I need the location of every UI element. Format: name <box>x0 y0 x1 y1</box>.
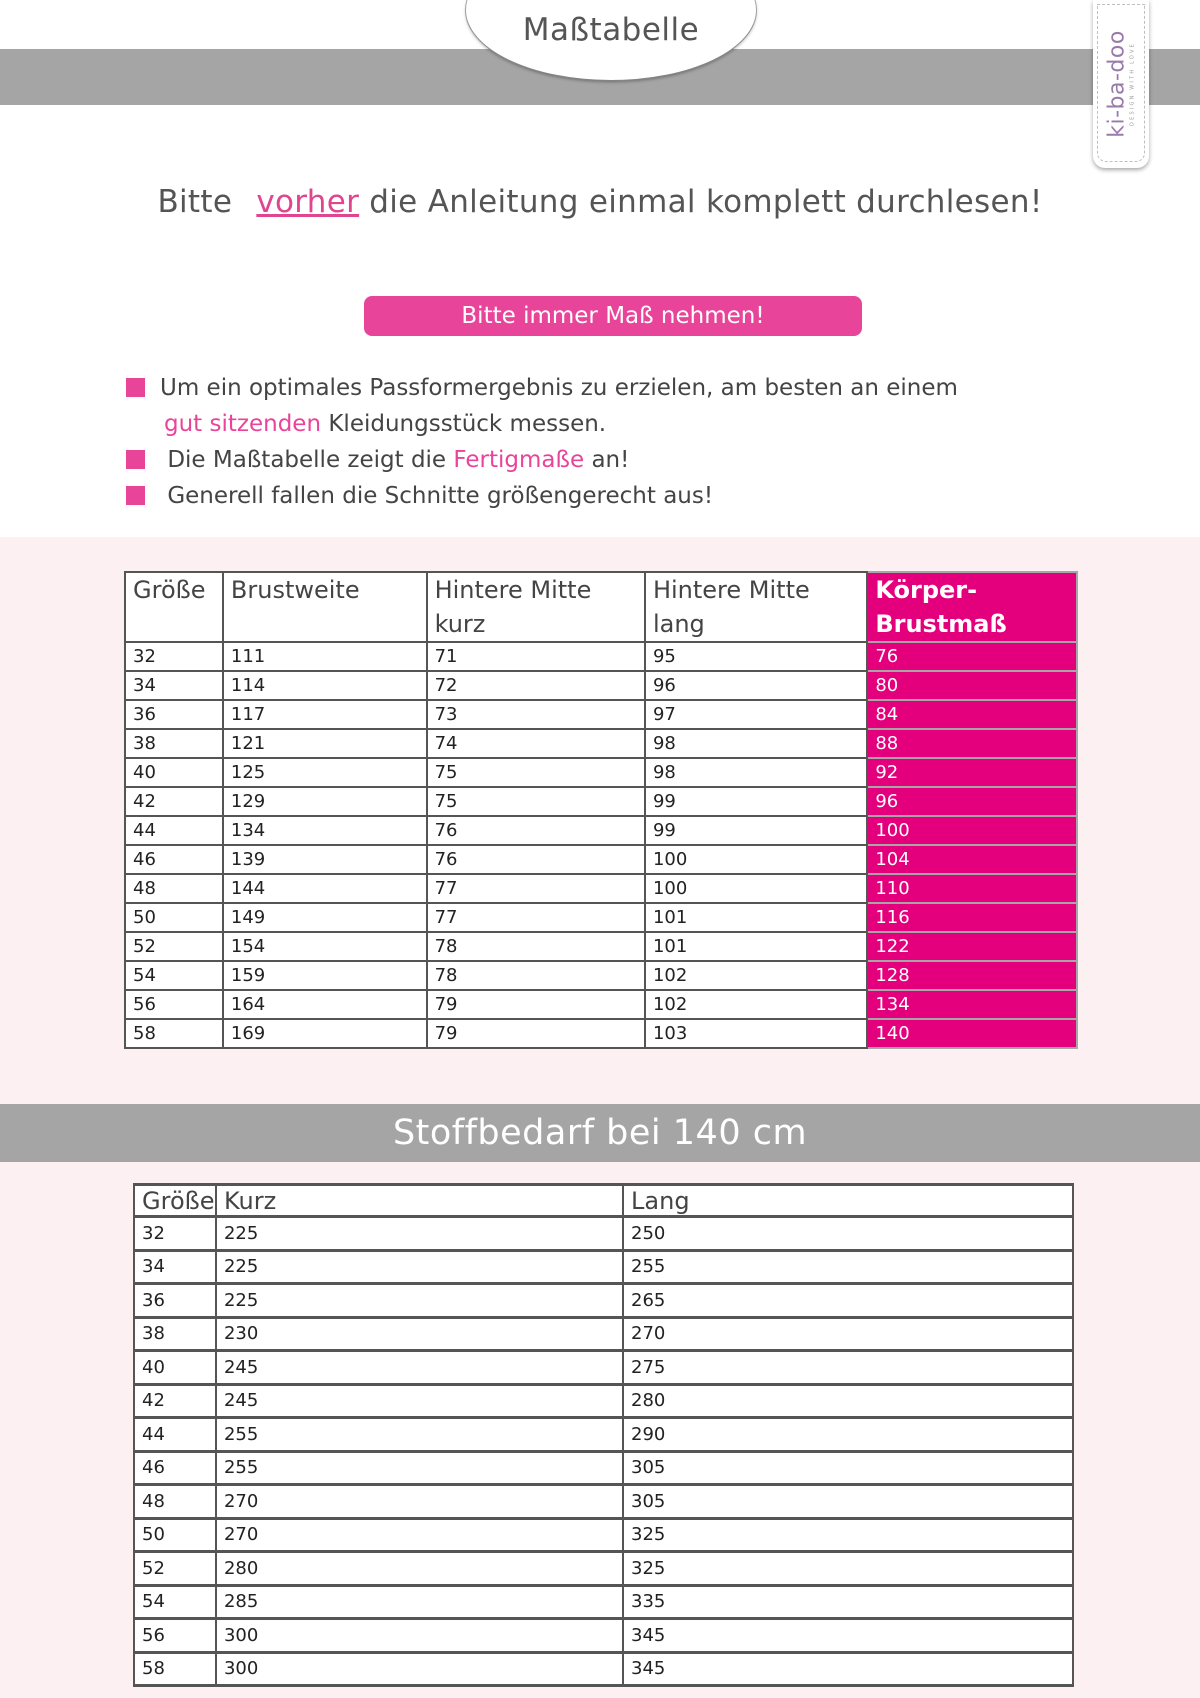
cell-body-chest: 88 <box>867 729 1077 758</box>
notice-banner: Bitte immer Maß nehmen! <box>364 296 862 336</box>
table-row <box>125 787 1077 816</box>
brand-logo-tag <box>1093 0 1149 168</box>
cell-short: 285 <box>216 1585 623 1619</box>
cell-back-short: 76 <box>427 816 645 845</box>
cell-back-long: 102 <box>645 990 867 1019</box>
bullet-list <box>124 370 1024 514</box>
bullet-highlight: Fertigmaße <box>453 447 585 473</box>
cell-chest-width: 149 <box>223 903 427 932</box>
cell-chest-width: 117 <box>223 700 427 729</box>
cell-size: 50 <box>125 903 223 932</box>
cell-chest-width: 154 <box>223 932 427 961</box>
bullet-highlight: gut sitzenden <box>164 411 322 437</box>
table-row <box>134 1619 1073 1653</box>
cell-size: 34 <box>134 1250 216 1284</box>
cell-short: 225 <box>216 1284 623 1318</box>
bullet-text: Generell fallen die Schnitte größengerecht aus! <box>167 483 714 509</box>
brand-logo <box>1104 30 1136 138</box>
cell-chest-width: 159 <box>223 961 427 990</box>
cell-short: 270 <box>216 1518 623 1552</box>
bullet-rest: an! <box>591 447 630 473</box>
cell-size: 46 <box>134 1451 216 1485</box>
cell-chest-width: 121 <box>223 729 427 758</box>
cell-back-short: 78 <box>427 932 645 961</box>
cell-short: 245 <box>216 1351 623 1385</box>
cell-back-long: 95 <box>645 642 867 671</box>
cell-size: 36 <box>125 700 223 729</box>
cell-size: 38 <box>125 729 223 758</box>
table-row <box>125 1019 1077 1048</box>
cell-body-chest: 116 <box>867 903 1077 932</box>
cell-chest-width: 169 <box>223 1019 427 1048</box>
cell-body-chest: 140 <box>867 1019 1077 1048</box>
cell-back-long: 98 <box>645 758 867 787</box>
cell-size: 54 <box>134 1585 216 1619</box>
cell-size: 36 <box>134 1284 216 1318</box>
cell-size: 56 <box>134 1619 216 1653</box>
table-row <box>134 1384 1073 1418</box>
cell-size: 52 <box>134 1552 216 1586</box>
cell-back-short: 75 <box>427 758 645 787</box>
cell-back-short: 77 <box>427 874 645 903</box>
cell-back-short: 76 <box>427 845 645 874</box>
bullet-text: Die Maßtabelle zeigt die <box>167 447 447 473</box>
fabric-title: Stoffbedarf bei 140 cm <box>0 1104 1200 1162</box>
cell-size: 56 <box>125 990 223 1019</box>
cell-chest-width: 125 <box>223 758 427 787</box>
col-header-chest-width: Brustweite <box>223 572 427 642</box>
bullet-item <box>124 370 1024 442</box>
cell-back-long: 97 <box>645 700 867 729</box>
cell-back-long: 101 <box>645 903 867 932</box>
logo-brand: ki-ba-doo <box>1104 30 1130 138</box>
col-header-back-short: Hintere Mitte kurz <box>427 572 645 642</box>
table-row <box>134 1284 1073 1318</box>
cell-size: 44 <box>125 816 223 845</box>
table-row <box>125 671 1077 700</box>
cell-back-short: 72 <box>427 671 645 700</box>
cell-back-short: 77 <box>427 903 645 932</box>
cell-long: 345 <box>623 1619 1073 1653</box>
table-row <box>125 990 1077 1019</box>
cell-long: 325 <box>623 1552 1073 1586</box>
cell-chest-width: 114 <box>223 671 427 700</box>
table-row <box>125 700 1077 729</box>
table-row <box>125 961 1077 990</box>
cell-size: 58 <box>125 1019 223 1048</box>
table-row <box>125 642 1077 671</box>
bullet-item <box>124 442 1024 478</box>
cell-short: 245 <box>216 1384 623 1418</box>
bullet-continuation <box>160 406 1024 442</box>
cell-long: 280 <box>623 1384 1073 1418</box>
cell-size: 40 <box>125 758 223 787</box>
cell-short: 225 <box>216 1250 623 1284</box>
cell-size: 42 <box>134 1384 216 1418</box>
cell-long: 290 <box>623 1418 1073 1452</box>
cell-size: 38 <box>134 1317 216 1351</box>
logo-tagline: DESIGN WITH LOVE <box>1129 42 1136 126</box>
cell-size: 42 <box>125 787 223 816</box>
cell-back-long: 101 <box>645 932 867 961</box>
intro-after: die Anleitung einmal komplett durchlesen! <box>369 184 1043 220</box>
cell-body-chest: 76 <box>867 642 1077 671</box>
cell-size: 32 <box>134 1217 216 1251</box>
square-bullet-icon <box>126 486 145 505</box>
cell-body-chest: 122 <box>867 932 1077 961</box>
cell-back-long: 100 <box>645 874 867 903</box>
table-row <box>125 932 1077 961</box>
cell-back-long: 98 <box>645 729 867 758</box>
page-title: Maßtabelle <box>522 12 700 48</box>
col-header-size: Größe <box>134 1185 216 1217</box>
table-row <box>134 1518 1073 1552</box>
cell-size: 48 <box>134 1485 216 1519</box>
cell-long: 265 <box>623 1284 1073 1318</box>
cell-back-long: 100 <box>645 845 867 874</box>
cell-body-chest: 84 <box>867 700 1077 729</box>
table-row <box>125 874 1077 903</box>
cell-long: 305 <box>623 1485 1073 1519</box>
cell-body-chest: 100 <box>867 816 1077 845</box>
table-row <box>134 1585 1073 1619</box>
col-header-short: Kurz <box>216 1185 623 1217</box>
table-row <box>125 816 1077 845</box>
measurement-table <box>124 571 1078 1049</box>
cell-body-chest: 110 <box>867 874 1077 903</box>
intro-before: Bitte <box>157 184 233 220</box>
cell-back-long: 99 <box>645 816 867 845</box>
cell-size: 52 <box>125 932 223 961</box>
cell-size: 44 <box>134 1418 216 1452</box>
cell-chest-width: 139 <box>223 845 427 874</box>
cell-long: 305 <box>623 1451 1073 1485</box>
table-row <box>125 903 1077 932</box>
table-row <box>134 1250 1073 1284</box>
table-row <box>134 1418 1073 1452</box>
intro-line <box>0 184 1200 220</box>
cell-chest-width: 164 <box>223 990 427 1019</box>
table-row <box>125 845 1077 874</box>
cell-back-short: 74 <box>427 729 645 758</box>
cell-long: 325 <box>623 1518 1073 1552</box>
cell-short: 230 <box>216 1317 623 1351</box>
cell-short: 270 <box>216 1485 623 1519</box>
table-row <box>134 1351 1073 1385</box>
cell-short: 300 <box>216 1652 623 1686</box>
cell-back-short: 79 <box>427 990 645 1019</box>
cell-size: 46 <box>125 845 223 874</box>
table-row <box>134 1451 1073 1485</box>
col-header-long: Lang <box>623 1185 1073 1217</box>
cell-chest-width: 129 <box>223 787 427 816</box>
cell-chest-width: 111 <box>223 642 427 671</box>
table-row <box>134 1552 1073 1586</box>
cell-body-chest: 92 <box>867 758 1077 787</box>
table-row <box>134 1652 1073 1686</box>
cell-chest-width: 144 <box>223 874 427 903</box>
fabric-table <box>133 1183 1074 1687</box>
table-row <box>125 729 1077 758</box>
square-bullet-icon <box>126 378 145 397</box>
cell-long: 255 <box>623 1250 1073 1284</box>
cell-short: 255 <box>216 1418 623 1452</box>
fabric-header-row <box>134 1185 1073 1217</box>
cell-body-chest: 128 <box>867 961 1077 990</box>
bullet-text: Um ein optimales Passformergebnis zu erzielen, am besten an einem <box>160 375 958 401</box>
col-header-back-long: Hintere Mitte lang <box>645 572 867 642</box>
col-header-body-chest: Körper- Brustmaß <box>867 572 1077 642</box>
table-row <box>134 1317 1073 1351</box>
cell-back-long: 96 <box>645 671 867 700</box>
cell-back-long: 102 <box>645 961 867 990</box>
cell-size: 58 <box>134 1652 216 1686</box>
cell-body-chest: 96 <box>867 787 1077 816</box>
bullet-rest: Kleidungsstück messen. <box>328 411 607 437</box>
cell-long: 275 <box>623 1351 1073 1385</box>
cell-body-chest: 80 <box>867 671 1077 700</box>
cell-size: 40 <box>134 1351 216 1385</box>
cell-long: 270 <box>623 1317 1073 1351</box>
cell-back-short: 78 <box>427 961 645 990</box>
cell-size: 50 <box>134 1518 216 1552</box>
col-header-size: Größe <box>125 572 223 642</box>
cell-short: 280 <box>216 1552 623 1586</box>
cell-back-long: 99 <box>645 787 867 816</box>
cell-back-short: 73 <box>427 700 645 729</box>
cell-long: 335 <box>623 1585 1073 1619</box>
cell-long: 345 <box>623 1652 1073 1686</box>
intro-highlight: vorher <box>256 184 360 220</box>
cell-size: 34 <box>125 671 223 700</box>
cell-size: 54 <box>125 961 223 990</box>
bullet-item <box>124 478 1024 514</box>
cell-back-short: 79 <box>427 1019 645 1048</box>
cell-body-chest: 104 <box>867 845 1077 874</box>
cell-short: 225 <box>216 1217 623 1251</box>
cell-chest-width: 134 <box>223 816 427 845</box>
cell-short: 255 <box>216 1451 623 1485</box>
cell-short: 300 <box>216 1619 623 1653</box>
measurement-header-row <box>125 572 1077 642</box>
cell-back-short: 75 <box>427 787 645 816</box>
cell-size: 32 <box>125 642 223 671</box>
table-row <box>134 1485 1073 1519</box>
cell-long: 250 <box>623 1217 1073 1251</box>
cell-back-short: 71 <box>427 642 645 671</box>
table-row <box>134 1217 1073 1251</box>
cell-back-long: 103 <box>645 1019 867 1048</box>
table-row <box>125 758 1077 787</box>
cell-size: 48 <box>125 874 223 903</box>
square-bullet-icon <box>126 450 145 469</box>
cell-body-chest: 134 <box>867 990 1077 1019</box>
